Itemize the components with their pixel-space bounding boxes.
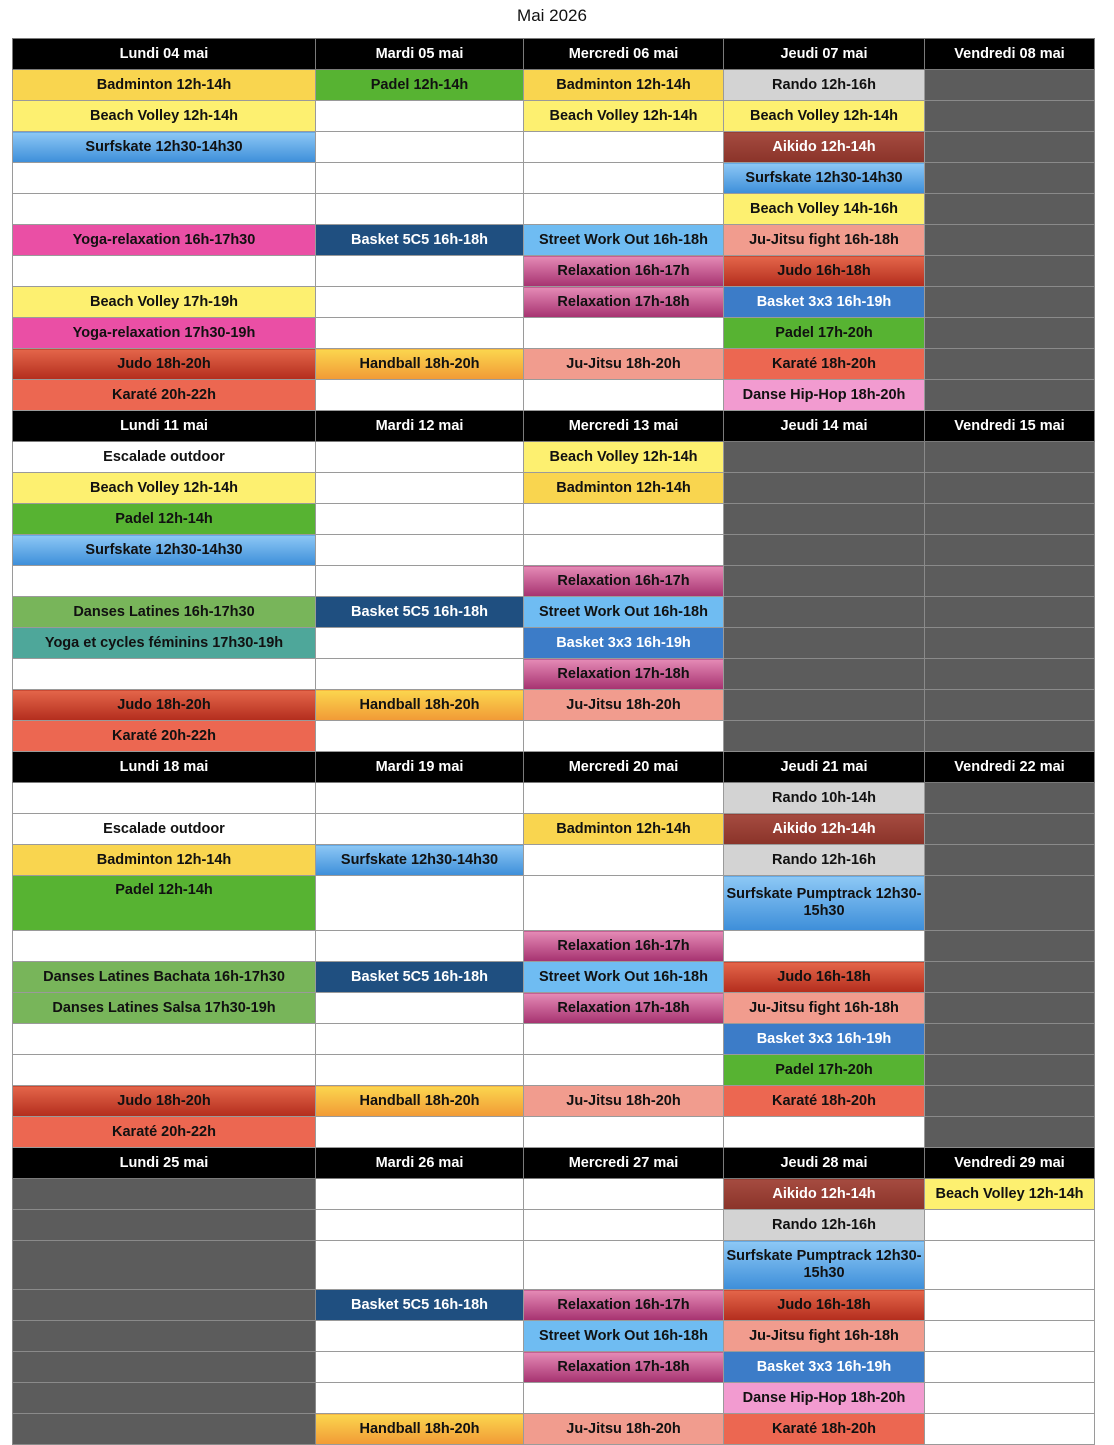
- empty-slot: [316, 1352, 524, 1383]
- activity-slot: Beach Volley 12h-14h: [524, 442, 724, 473]
- day-header: Vendredi 15 mai: [925, 411, 1095, 442]
- closed-slot: [925, 597, 1095, 628]
- empty-slot: [524, 194, 724, 225]
- activity-slot: Padel 17h-20h: [724, 1055, 925, 1086]
- schedule-row: [13, 287, 1095, 318]
- schedule-row: [13, 132, 1095, 163]
- empty-slot: [316, 194, 524, 225]
- closed-slot: [925, 628, 1095, 659]
- activity-slot: Basket 5C5 16h-18h: [316, 962, 524, 993]
- activity-slot: Karaté 20h-22h: [13, 380, 316, 411]
- closed-slot: [13, 1290, 316, 1321]
- activity-slot: Ju-Jitsu fight 16h-18h: [724, 1321, 925, 1352]
- activity-slot: Basket 3x3 16h-19h: [724, 287, 925, 318]
- activity-slot: Aikido 12h-14h: [724, 1179, 925, 1210]
- schedule-row: [13, 318, 1095, 349]
- schedule-row: [13, 659, 1095, 690]
- activity-slot: Ju-Jitsu fight 16h-18h: [724, 225, 925, 256]
- schedule-row: [13, 504, 1095, 535]
- closed-slot: [925, 783, 1095, 814]
- empty-slot: [316, 1024, 524, 1055]
- activity-slot: Handball 18h-20h: [316, 1086, 524, 1117]
- schedule-row: [13, 845, 1095, 876]
- schedule-row: [13, 380, 1095, 411]
- activity-slot: Danses Latines Salsa 17h30-19h: [13, 993, 316, 1024]
- empty-slot: [925, 1383, 1095, 1414]
- empty-slot: [524, 1383, 724, 1414]
- day-header: Mardi 12 mai: [316, 411, 524, 442]
- schedule-row: [13, 473, 1095, 504]
- closed-slot: [13, 1321, 316, 1352]
- day-header: Vendredi 22 mai: [925, 752, 1095, 783]
- empty-slot: [316, 256, 524, 287]
- page-title: Mai 2026: [517, 6, 587, 25]
- empty-slot: [316, 1210, 524, 1241]
- activity-slot: Beach Volley 12h-14h: [925, 1179, 1095, 1210]
- activity-slot: Relaxation 16h-17h: [524, 931, 724, 962]
- empty-slot: [13, 659, 316, 690]
- activity-slot: Padel 12h-14h: [13, 876, 316, 931]
- activity-slot: Karaté 20h-22h: [13, 721, 316, 752]
- schedule-row: [13, 1086, 1095, 1117]
- schedule-row: [13, 1290, 1095, 1321]
- activity-slot: Danse Hip-Hop 18h-20h: [724, 1383, 925, 1414]
- day-header: Lundi 11 mai: [13, 411, 316, 442]
- day-header: Mardi 26 mai: [316, 1148, 524, 1179]
- day-header: Jeudi 28 mai: [724, 1148, 925, 1179]
- activity-slot: Handball 18h-20h: [316, 349, 524, 380]
- closed-slot: [724, 659, 925, 690]
- empty-slot: [316, 1179, 524, 1210]
- activity-slot: Yoga-relaxation 17h30-19h: [13, 318, 316, 349]
- empty-slot: [316, 659, 524, 690]
- schedule-row: [13, 931, 1095, 962]
- empty-slot: [524, 380, 724, 411]
- activity-slot: Badminton 12h-14h: [524, 814, 724, 845]
- closed-slot: [925, 566, 1095, 597]
- activity-slot: Karaté 20h-22h: [13, 1117, 316, 1148]
- activity-slot: Rando 12h-16h: [724, 1210, 925, 1241]
- closed-slot: [925, 690, 1095, 721]
- activity-slot: Judo 16h-18h: [724, 256, 925, 287]
- activity-slot: Danses Latines Bachata 16h-17h30: [13, 962, 316, 993]
- closed-slot: [13, 1210, 316, 1241]
- closed-slot: [925, 535, 1095, 566]
- empty-slot: [925, 1352, 1095, 1383]
- empty-slot: [524, 318, 724, 349]
- empty-slot: [13, 1024, 316, 1055]
- activity-slot: Surfskate 12h30-14h30: [13, 132, 316, 163]
- schedule-table: [12, 38, 1095, 1445]
- activity-slot: Relaxation 16h-17h: [524, 1290, 724, 1321]
- empty-slot: [524, 1055, 724, 1086]
- empty-slot: [13, 256, 316, 287]
- schedule-row: [13, 783, 1095, 814]
- closed-slot: [925, 721, 1095, 752]
- closed-slot: [925, 1086, 1095, 1117]
- empty-slot: [316, 101, 524, 132]
- activity-slot: Street Work Out 16h-18h: [524, 225, 724, 256]
- empty-slot: [524, 132, 724, 163]
- closed-slot: [925, 876, 1095, 931]
- activity-slot: Karaté 18h-20h: [724, 1086, 925, 1117]
- empty-slot: [925, 1414, 1095, 1445]
- week-header-row: [13, 411, 1095, 442]
- day-header: Mercredi 20 mai: [524, 752, 724, 783]
- empty-slot: [925, 1241, 1095, 1290]
- empty-slot: [524, 1024, 724, 1055]
- day-header: Jeudi 07 mai: [724, 39, 925, 70]
- activity-slot: Ju-Jitsu 18h-20h: [524, 1414, 724, 1445]
- closed-slot: [925, 659, 1095, 690]
- day-header: Lundi 25 mai: [13, 1148, 316, 1179]
- schedule-row: [13, 1241, 1095, 1290]
- closed-slot: [724, 690, 925, 721]
- schedule-row: [13, 721, 1095, 752]
- activity-slot: Handball 18h-20h: [316, 1414, 524, 1445]
- activity-slot: Ju-Jitsu 18h-20h: [524, 349, 724, 380]
- empty-slot: [524, 783, 724, 814]
- closed-slot: [925, 163, 1095, 194]
- activity-slot: Basket 3x3 16h-19h: [524, 628, 724, 659]
- schedule-row: [13, 814, 1095, 845]
- empty-slot: [724, 931, 925, 962]
- schedule-row: [13, 163, 1095, 194]
- week-header-row: [13, 752, 1095, 783]
- activity-slot: Basket 5C5 16h-18h: [316, 225, 524, 256]
- closed-slot: [925, 504, 1095, 535]
- activity-slot: Escalade outdoor: [13, 814, 316, 845]
- activity-slot: Judo 16h-18h: [724, 1290, 925, 1321]
- empty-slot: [316, 814, 524, 845]
- empty-slot: [316, 721, 524, 752]
- activity-slot: Judo 18h-20h: [13, 1086, 316, 1117]
- activity-slot: Basket 3x3 16h-19h: [724, 1352, 925, 1383]
- activity-slot: Beach Volley 12h-14h: [524, 101, 724, 132]
- empty-slot: [316, 1117, 524, 1148]
- empty-slot: [524, 504, 724, 535]
- activity-slot: Basket 3x3 16h-19h: [724, 1024, 925, 1055]
- empty-slot: [524, 1241, 724, 1290]
- closed-slot: [724, 504, 925, 535]
- activity-slot: Judo 18h-20h: [13, 349, 316, 380]
- activity-slot: Street Work Out 16h-18h: [524, 597, 724, 628]
- schedule-row: [13, 628, 1095, 659]
- schedule-row: [13, 535, 1095, 566]
- closed-slot: [925, 70, 1095, 101]
- schedule-row: [13, 194, 1095, 225]
- day-header: Vendredi 29 mai: [925, 1148, 1095, 1179]
- schedule-row: [13, 597, 1095, 628]
- day-header: Mercredi 06 mai: [524, 39, 724, 70]
- day-header: Mardi 05 mai: [316, 39, 524, 70]
- schedule-row: [13, 566, 1095, 597]
- day-header: Mardi 19 mai: [316, 752, 524, 783]
- empty-slot: [316, 628, 524, 659]
- empty-slot: [316, 442, 524, 473]
- activity-slot: Surfskate 12h30-14h30: [316, 845, 524, 876]
- schedule-row: [13, 442, 1095, 473]
- schedule-row: [13, 690, 1095, 721]
- closed-slot: [925, 287, 1095, 318]
- activity-slot: Handball 18h-20h: [316, 690, 524, 721]
- day-header: Lundi 04 mai: [13, 39, 316, 70]
- activity-slot: Ju-Jitsu 18h-20h: [524, 1086, 724, 1117]
- day-header: Jeudi 21 mai: [724, 752, 925, 783]
- schedule-row: [13, 1117, 1095, 1148]
- closed-slot: [925, 473, 1095, 504]
- empty-slot: [524, 1179, 724, 1210]
- closed-slot: [724, 566, 925, 597]
- activity-slot: Aikido 12h-14h: [724, 132, 925, 163]
- activity-slot: Padel 17h-20h: [724, 318, 925, 349]
- activity-slot: Surfskate 12h30-14h30: [724, 163, 925, 194]
- closed-slot: [724, 721, 925, 752]
- empty-slot: [524, 876, 724, 931]
- schedule-row: [13, 993, 1095, 1024]
- activity-slot: Relaxation 17h-18h: [524, 993, 724, 1024]
- closed-slot: [925, 101, 1095, 132]
- schedule-row: [13, 101, 1095, 132]
- empty-slot: [316, 535, 524, 566]
- activity-slot: Surfskate Pumptrack 12h30-15h30: [724, 876, 925, 931]
- activity-slot: Street Work Out 16h-18h: [524, 962, 724, 993]
- activity-slot: Aikido 12h-14h: [724, 814, 925, 845]
- empty-slot: [316, 993, 524, 1024]
- empty-slot: [524, 535, 724, 566]
- day-header: Lundi 18 mai: [13, 752, 316, 783]
- schedule-body: [13, 39, 1095, 1445]
- closed-slot: [724, 597, 925, 628]
- closed-slot: [925, 194, 1095, 225]
- activity-slot: Beach Volley 12h-14h: [13, 101, 316, 132]
- closed-slot: [925, 225, 1095, 256]
- activity-slot: Street Work Out 16h-18h: [524, 1321, 724, 1352]
- schedule-row: [13, 256, 1095, 287]
- activity-slot: Judo 16h-18h: [724, 962, 925, 993]
- empty-slot: [925, 1321, 1095, 1352]
- activity-slot: Badminton 12h-14h: [524, 70, 724, 101]
- day-header: Jeudi 14 mai: [724, 411, 925, 442]
- activity-slot: Padel 12h-14h: [13, 504, 316, 535]
- closed-slot: [925, 814, 1095, 845]
- activity-slot: Badminton 12h-14h: [524, 473, 724, 504]
- schedule-row: [13, 962, 1095, 993]
- activity-slot: Badminton 12h-14h: [13, 845, 316, 876]
- closed-slot: [724, 473, 925, 504]
- empty-slot: [524, 163, 724, 194]
- activity-slot: Karaté 18h-20h: [724, 1414, 925, 1445]
- activity-slot: Ju-Jitsu fight 16h-18h: [724, 993, 925, 1024]
- week-header-row: [13, 39, 1095, 70]
- activity-slot: Judo 18h-20h: [13, 690, 316, 721]
- empty-slot: [925, 1290, 1095, 1321]
- activity-slot: Surfskate Pumptrack 12h30-15h30: [724, 1241, 925, 1290]
- closed-slot: [13, 1383, 316, 1414]
- closed-slot: [925, 318, 1095, 349]
- closed-slot: [925, 1117, 1095, 1148]
- closed-slot: [925, 993, 1095, 1024]
- empty-slot: [316, 783, 524, 814]
- empty-slot: [316, 132, 524, 163]
- schedule-row: [13, 1383, 1095, 1414]
- empty-slot: [13, 1055, 316, 1086]
- empty-slot: [524, 1210, 724, 1241]
- closed-slot: [13, 1241, 316, 1290]
- empty-slot: [13, 566, 316, 597]
- week-header-row: [13, 1148, 1095, 1179]
- activity-slot: Beach Volley 12h-14h: [13, 473, 316, 504]
- empty-slot: [316, 473, 524, 504]
- closed-slot: [925, 1024, 1095, 1055]
- schedule-row: [13, 1210, 1095, 1241]
- schedule-row: [13, 1321, 1095, 1352]
- schedule-row: [13, 876, 1095, 931]
- activity-slot: Surfskate 12h30-14h30: [13, 535, 316, 566]
- activity-slot: Ju-Jitsu 18h-20h: [524, 690, 724, 721]
- closed-slot: [13, 1414, 316, 1445]
- schedule-row: [13, 1055, 1095, 1086]
- empty-slot: [13, 931, 316, 962]
- empty-slot: [316, 163, 524, 194]
- empty-slot: [524, 1117, 724, 1148]
- empty-slot: [316, 1241, 524, 1290]
- activity-slot: Basket 5C5 16h-18h: [316, 1290, 524, 1321]
- closed-slot: [925, 132, 1095, 163]
- closed-slot: [925, 1055, 1095, 1086]
- activity-slot: Relaxation 17h-18h: [524, 659, 724, 690]
- activity-slot: Danses Latines 16h-17h30: [13, 597, 316, 628]
- activity-slot: Relaxation 17h-18h: [524, 287, 724, 318]
- closed-slot: [724, 442, 925, 473]
- empty-slot: [13, 194, 316, 225]
- activity-slot: Yoga-relaxation 16h-17h30: [13, 225, 316, 256]
- activity-slot: Beach Volley 17h-19h: [13, 287, 316, 318]
- activity-slot: Badminton 12h-14h: [13, 70, 316, 101]
- empty-slot: [316, 1321, 524, 1352]
- empty-slot: [524, 845, 724, 876]
- activity-slot: Padel 12h-14h: [316, 70, 524, 101]
- empty-slot: [316, 318, 524, 349]
- closed-slot: [925, 845, 1095, 876]
- activity-slot: Relaxation 16h-17h: [524, 256, 724, 287]
- empty-slot: [316, 1383, 524, 1414]
- closed-slot: [724, 535, 925, 566]
- activity-slot: Rando 10h-14h: [724, 783, 925, 814]
- closed-slot: [925, 256, 1095, 287]
- schedule-row: [13, 1024, 1095, 1055]
- closed-slot: [925, 380, 1095, 411]
- empty-slot: [724, 1117, 925, 1148]
- schedule-row: [13, 1179, 1095, 1210]
- closed-slot: [13, 1179, 316, 1210]
- activity-slot: Rando 12h-16h: [724, 70, 925, 101]
- empty-slot: [316, 1055, 524, 1086]
- empty-slot: [524, 721, 724, 752]
- empty-slot: [316, 931, 524, 962]
- activity-slot: Basket 5C5 16h-18h: [316, 597, 524, 628]
- activity-slot: Beach Volley 14h-16h: [724, 194, 925, 225]
- day-header: Vendredi 08 mai: [925, 39, 1095, 70]
- activity-slot: Karaté 18h-20h: [724, 349, 925, 380]
- empty-slot: [13, 163, 316, 194]
- empty-slot: [13, 783, 316, 814]
- day-header: Mercredi 13 mai: [524, 411, 724, 442]
- closed-slot: [925, 349, 1095, 380]
- empty-slot: [316, 504, 524, 535]
- empty-slot: [316, 287, 524, 318]
- empty-slot: [316, 566, 524, 597]
- activity-slot: Rando 12h-16h: [724, 845, 925, 876]
- activity-slot: Relaxation 16h-17h: [524, 566, 724, 597]
- activity-slot: Escalade outdoor: [13, 442, 316, 473]
- closed-slot: [925, 931, 1095, 962]
- activity-slot: Relaxation 17h-18h: [524, 1352, 724, 1383]
- schedule-row: [13, 225, 1095, 256]
- schedule-row: [13, 349, 1095, 380]
- closed-slot: [724, 628, 925, 659]
- closed-slot: [925, 442, 1095, 473]
- day-header: Mercredi 27 mai: [524, 1148, 724, 1179]
- activity-slot: Yoga et cycles féminins 17h30-19h: [13, 628, 316, 659]
- activity-slot: Danse Hip-Hop 18h-20h: [724, 380, 925, 411]
- closed-slot: [925, 962, 1095, 993]
- closed-slot: [13, 1352, 316, 1383]
- activity-slot: Beach Volley 12h-14h: [724, 101, 925, 132]
- schedule-row: [13, 70, 1095, 101]
- empty-slot: [316, 380, 524, 411]
- empty-slot: [316, 876, 524, 931]
- schedule-row: [13, 1352, 1095, 1383]
- empty-slot: [925, 1210, 1095, 1241]
- schedule-row: [13, 1414, 1095, 1445]
